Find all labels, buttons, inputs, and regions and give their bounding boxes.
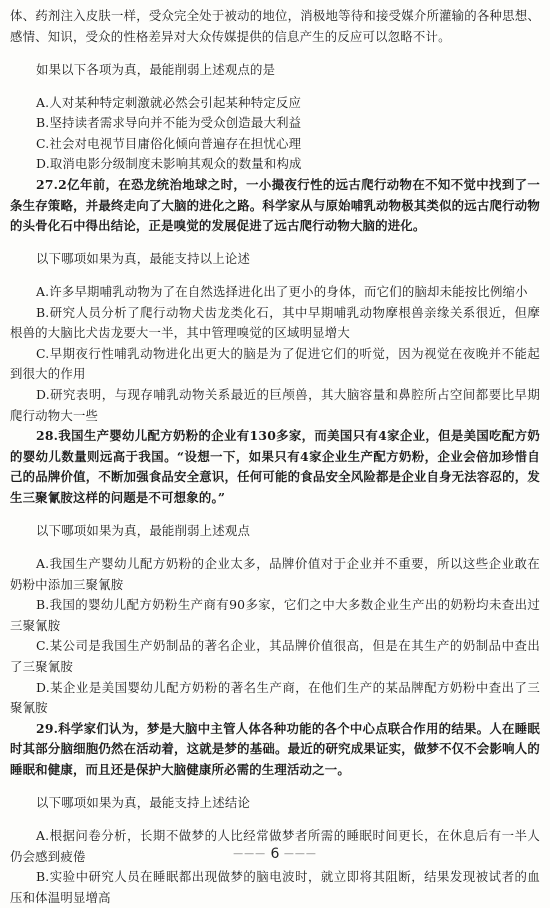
option-c: C.早期夜行性哺乳动物进化出更大的脑是为了促进它们的听觉，因为视觉在夜晚并不能起到很大的作用 [10,345,540,382]
question-28: 28.我国生产婴幼儿配方奶粉的企业有130多家，而美国只有4家企业，但是美国吃配方奶的婴幼儿数量则远高于我国。“设想一下，如果只有4家企业生产配方奶粉，企业会倍加珍惜自己的品牌价值，不断加强食品安全意识，任何可能的食品安全风险都是企业自身无法容忍的，发生三聚氰胺这样的问题是不可想象的。” [10,428,540,506]
question-stem: 如果以下各项为真，最能削弱上述观点的是 [36,61,276,77]
option-a: A.许多早期哺乳动物为了在自然选择进化出了更小的身体，而它们的脑却未能按比例缩小 [36,284,528,300]
option-b: B.我国的婴幼儿配方奶粉生产商有90多家，它们之中大多数企业生产出的奶粉均未查出过三聚氰胺 [10,597,540,633]
question-29: 29.科学家们认为，梦是大脑中主管人体各种功能的各个中心点联合作用的结果。人在睡眠时其部分脑细胞仍然在活动着，这就是梦的基础。最近的研究成果证实，做梦不仅不会影响人的睡眠和健康，而且还是保护大脑健康所必需的生理活动之一。 [10,720,540,777]
option-a: A.根据问卷分析，长期不做梦的人比经常做梦者所需的睡眠时间更长，在休息后有一半人仍会感到疲倦 [10,827,540,864]
option-b: B.研究人员分析了爬行动物犬齿龙类化石，其中早期哺乳动物摩根兽亲缘关系很近，但摩根兽的大脑比犬齿龙要大一半，其中管理嗅觉的区域明显增大 [10,304,540,341]
option-d: D.研究表明，与现存哺乳动物关系最近的巨颅兽，其大脑容量和鼻腔所占空间都要比早期爬行动物大一些 [10,387,540,423]
option-b: B.实验中研究人员在睡眠都出现做梦的脑电波时，就立即将其阻断，结果发现被试者的血压和体温明显增高 [10,869,540,905]
question-27: 27.2亿年前，在恐龙统治地球之时，一小撮夜行性的远古爬行动物在不知不觉中找到了一条生存策略，并最终走向了大脑的进化之路。科学家从与原始哺乳动物极其类似的远古爬行动物的头骨化石中得出结论，正是嗅觉的发展促进了远古爬行动物大脑的进化。 [10,176,540,234]
option-c: C.某公司是我国生产奶制品的著名企业，其品牌价值很高，但是在其生产的奶制品中查出了三聚氰胺 [10,638,540,674]
question-stem: 以下哪项如果为真，最能削弱上述观点 [36,523,251,539]
footer-dash-left: ——— [233,848,267,860]
question-stem: 以下哪项如果为真，最能支持上述结论 [36,794,251,810]
option-d: D.取消电影分级制度未影响其观众的数量和构成 [36,156,302,172]
footer-dash-right: ——— [283,848,317,860]
question-stem: 以下哪项如果为真，最能支持以上论述 [36,251,251,267]
option-c: C.社会对电视节目庸俗化倾向普遍存在担忧心理 [36,135,302,151]
option-b: B.坚持读者需求导向并不能为受众创造最大利益 [36,115,302,131]
page-number: 6 [270,846,280,862]
option-a: A.人对某种特定刺激就必然会引起某种特定反应 [36,94,302,110]
passage-prev: 体、药剂注入皮肤一样，受众完全处于被动的地位，消极地等待和接受媒介所灌输的各种思想、感情、知识，受众的性格差异对大众传媒提供的信息产生的反应可以忽略不计。 [10,8,540,44]
option-a: A.我国生产婴幼儿配方奶粉的企业太多，品牌价值对于企业并不重要，所以这些企业敢在奶粉中添加三聚氰胺 [10,556,540,592]
option-d: D.某企业是美国婴幼儿配方奶粉的著名生产商，在他们生产的某品牌配方奶粉中查出了三聚氰胺 [10,679,540,716]
page-footer [0,846,550,862]
page-content [10,6,540,908]
